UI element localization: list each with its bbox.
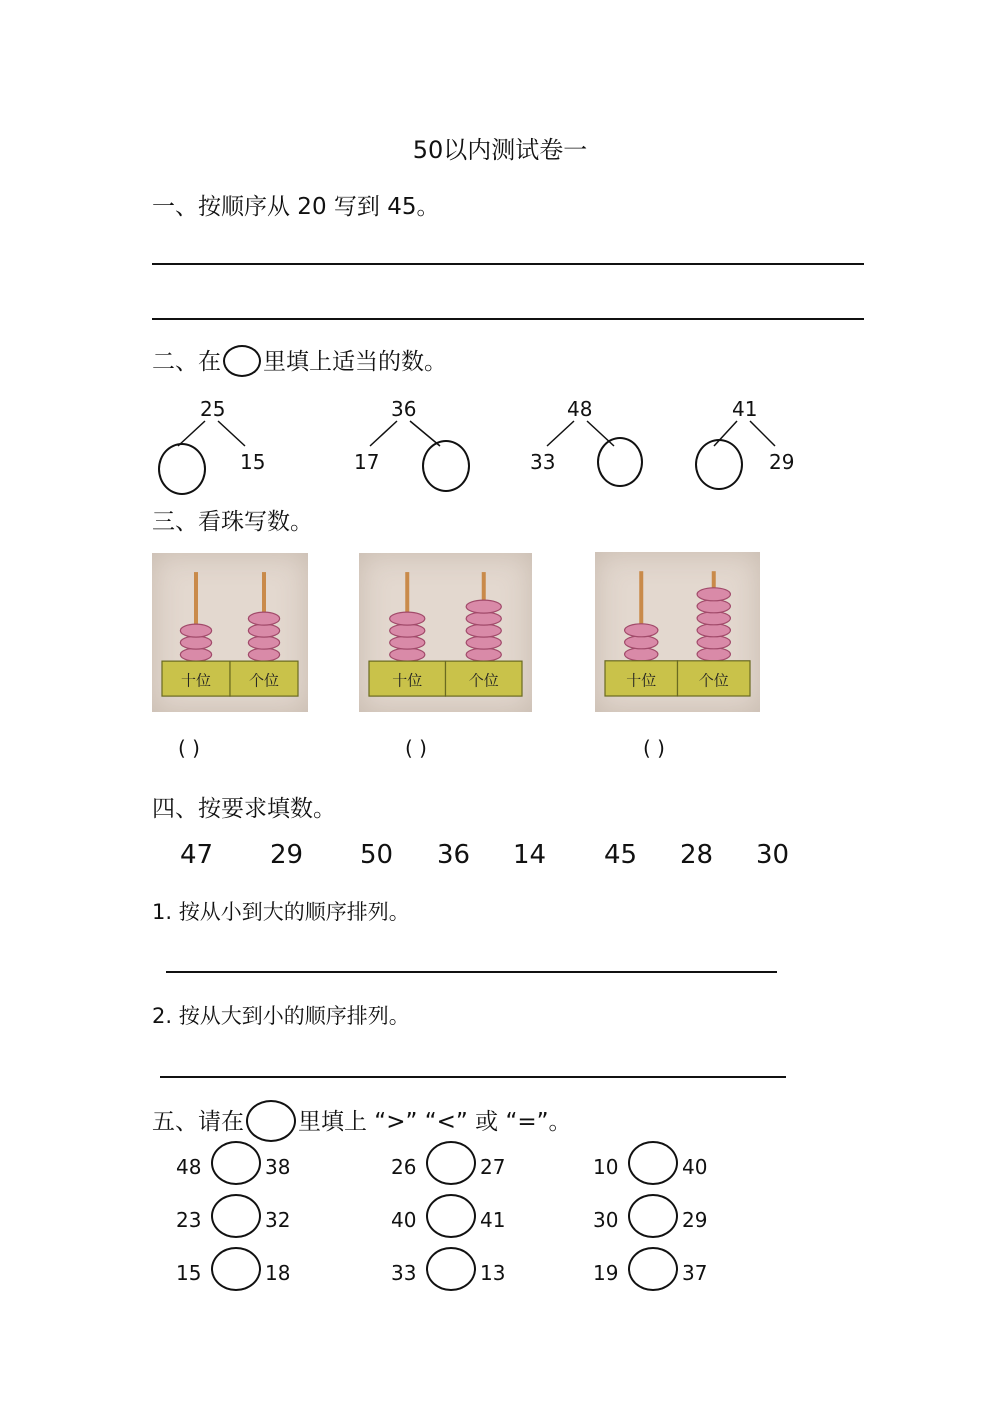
ones-bead (697, 624, 730, 637)
number-item: 28 (680, 840, 714, 870)
ones-bead (466, 624, 501, 637)
compare-left-number: 15 (176, 1261, 202, 1285)
tens-bead (390, 612, 425, 625)
tens-label: 十位 (180, 671, 212, 690)
section5-heading (152, 1103, 572, 1142)
abacus-3 (595, 552, 760, 712)
tens-label: 十位 (392, 671, 423, 690)
compare-right-number: 27 (480, 1155, 506, 1179)
ones-bead (697, 612, 730, 625)
ones-bead (697, 648, 730, 661)
tree4-right-branch (750, 421, 775, 446)
ones-label: 个位 (698, 671, 729, 690)
ones-bead (697, 588, 730, 601)
tree3-blank-circle[interactable] (597, 437, 643, 487)
tree4-blank-circle[interactable] (695, 439, 743, 490)
section1-heading: 一、按顺序从 20 写到 45。 (152, 194, 440, 220)
question-1: 1. 按从小到大的顺序排列。 (152, 900, 410, 924)
tree1-blank-circle[interactable] (158, 443, 206, 495)
section2-heading (152, 343, 447, 377)
ones-label: 个位 (468, 671, 499, 690)
page-title: 50以内测试卷一 (412, 136, 588, 164)
answer-line-descending[interactable] (160, 1076, 786, 1078)
section2-heading-after: 里填上适当的数。 (263, 349, 447, 375)
compare-right-number: 37 (682, 1261, 708, 1285)
answer-paren-2[interactable]: ( ) (405, 736, 427, 760)
compare-right-number: 40 (682, 1155, 708, 1179)
tree3-top-number: 48 (567, 397, 593, 421)
number-item: 29 (270, 840, 304, 870)
section5-heading-before: 五、请在 (152, 1109, 244, 1135)
compare-left-number: 23 (176, 1208, 202, 1232)
ones-bead (248, 624, 279, 637)
abacus-drawing (359, 553, 532, 712)
number-item: 14 (513, 840, 547, 870)
compare-right-number: 38 (265, 1155, 291, 1179)
abacus-drawing (152, 553, 308, 712)
compare-right-number: 13 (480, 1261, 506, 1285)
compare-answer-circle[interactable] (628, 1194, 678, 1238)
tree1-top-number: 25 (200, 397, 226, 421)
ones-label: 个位 (248, 671, 280, 690)
compare-answer-circle[interactable] (211, 1141, 261, 1185)
tens-bead (625, 648, 658, 661)
tens-bead (625, 624, 658, 637)
tree2-left-branch (370, 421, 397, 446)
tree2-blank-circle[interactable] (422, 440, 470, 492)
compare-right-number: 41 (480, 1208, 506, 1232)
compare-left-number: 19 (593, 1261, 619, 1285)
tens-bead (180, 636, 211, 649)
number-item: 50 (360, 840, 394, 870)
compare-left-number: 40 (391, 1208, 417, 1232)
number-item: 30 (756, 840, 790, 870)
circle-icon (223, 345, 261, 377)
tens-bead (180, 648, 211, 661)
compare-left-number: 30 (593, 1208, 619, 1232)
ones-bead (248, 636, 279, 649)
tree3-known-number: 33 (530, 450, 556, 474)
section3-heading: 三、看珠写数。 (152, 509, 313, 535)
answer-paren-3[interactable]: ( ) (643, 736, 665, 760)
compare-right-number: 29 (682, 1208, 708, 1232)
tree2-known-number: 17 (354, 450, 380, 474)
compare-answer-circle[interactable] (628, 1247, 678, 1291)
answer-paren-1[interactable]: ( ) (178, 736, 200, 760)
ones-bead (466, 612, 501, 625)
compare-left-number: 33 (391, 1261, 417, 1285)
compare-answer-circle[interactable] (211, 1194, 261, 1238)
compare-left-number: 26 (391, 1155, 417, 1179)
number-item: 47 (180, 840, 214, 870)
tree1-known-number: 15 (240, 450, 266, 474)
abacus-2 (359, 553, 532, 712)
compare-answer-circle[interactable] (426, 1247, 476, 1291)
ones-bead (697, 636, 730, 649)
tree2-top-number: 36 (391, 397, 417, 421)
ones-bead (466, 648, 501, 661)
abacus-1 (152, 553, 308, 712)
number-item: 45 (604, 840, 638, 870)
compare-left-number: 10 (593, 1155, 619, 1179)
compare-answer-circle[interactable] (426, 1194, 476, 1238)
ones-bead (248, 612, 279, 625)
question-2: 2. 按从大到小的顺序排列。 (152, 1004, 410, 1028)
compare-answer-circle[interactable] (211, 1247, 261, 1291)
answer-line-ascending[interactable] (166, 971, 777, 973)
answer-line-2[interactable] (152, 318, 864, 320)
ones-bead (466, 636, 501, 649)
tens-bead (625, 636, 658, 649)
ones-bead (248, 648, 279, 661)
tens-bead (390, 648, 425, 661)
section5-heading-after: 里填上 “>” “<” 或 “=”。 (298, 1109, 572, 1135)
compare-answer-circle[interactable] (426, 1141, 476, 1185)
tree4-top-number: 41 (732, 397, 758, 421)
compare-left-number: 48 (176, 1155, 202, 1179)
tens-label: 十位 (626, 671, 657, 690)
tree4-known-number: 29 (769, 450, 795, 474)
tree1-right-branch (218, 421, 245, 446)
section4-heading: 四、按要求填数。 (152, 796, 336, 822)
answer-line-1[interactable] (152, 263, 864, 265)
tens-bead (390, 636, 425, 649)
compare-answer-circle[interactable] (628, 1141, 678, 1185)
tens-bead (180, 624, 211, 637)
number-item: 36 (437, 840, 471, 870)
abacus-drawing (595, 552, 760, 712)
circle-icon (246, 1100, 296, 1142)
compare-right-number: 32 (265, 1208, 291, 1232)
tree3-left-branch (547, 421, 574, 446)
compare-right-number: 18 (265, 1261, 291, 1285)
tens-bead (390, 624, 425, 637)
ones-bead (697, 600, 730, 613)
section2-heading-before: 二、在 (152, 349, 221, 375)
ones-bead (466, 600, 501, 613)
